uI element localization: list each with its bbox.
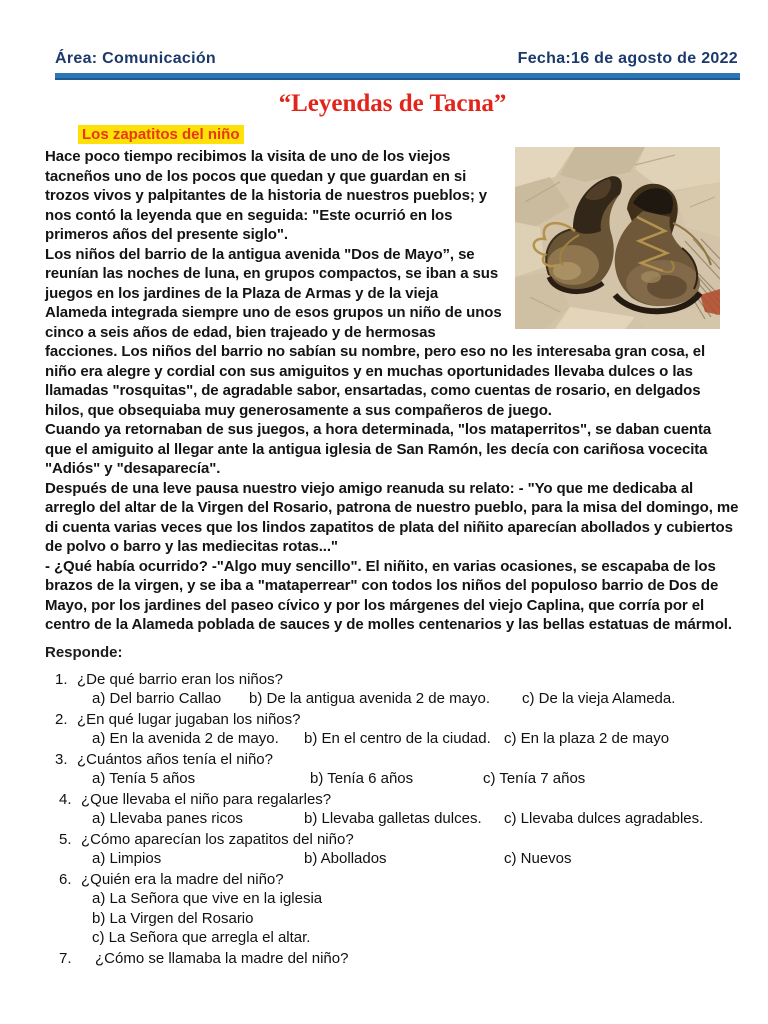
question-number: 6. bbox=[59, 870, 72, 888]
story-paragraph: - ¿Qué había ocurrido? -"Algo muy sencillo". El niñito, en varias ocasiones, se escapaba de los brazos de la virgen, y se iba a "mataperrear" con todos los niños del populoso barrio de Dos de Mayo, por los jardines del paseo cívico y por los márgenes del viejo Caplina, que corría por el centro de la Alameda poblada de sauces y de molles centenarios y las bellas estatuas de mármol. bbox=[45, 557, 732, 633]
story-subtitle: Los zapatitos del niño bbox=[78, 125, 244, 144]
date-label: Fecha:16 de agosto de 2022 bbox=[517, 50, 738, 67]
respond-label: Responde: bbox=[45, 643, 123, 661]
option-b: b) La Virgen del Rosario bbox=[92, 909, 254, 927]
option-c: c) En la plaza 2 de mayo bbox=[504, 730, 670, 747]
question-number: 4. bbox=[59, 790, 72, 808]
story-paragraph: Los niños del barrio de la antigua avenida "Dos de Mayo”, se reunían las noches de luna, en grupos compactos, se iban a sus juegos en los jardines de la Plaza de Armas y de la vieja Alameda integrada siempre uno de esos grupos un niño de unos cinco a seis años de edad, bien trajeado y de hermosas facciones. Los niños del barrio no sabían su nombre, pero eso no les interesaba gran cosa, el niño era alegre y cordial con sus amiguitos y en muchas oportunidades llevaba dulces o las llamadas "rosquitas", de agradable sabor, ensartadas, como cuentas de rosario, en delgados hilos, que obsequiaba muy generosamente a sus compañeros de juego. bbox=[45, 245, 706, 419]
question-options bbox=[45, 689, 740, 709]
question-5 bbox=[45, 830, 740, 869]
shoes-painting-svg bbox=[515, 147, 720, 329]
old-shoes-painting-image bbox=[515, 147, 720, 329]
option-c: c) Tenía 7 años bbox=[483, 770, 586, 787]
option-c: c) De la vieja Alameda. bbox=[522, 690, 676, 707]
question-number: 5. bbox=[59, 830, 72, 848]
question-options bbox=[45, 809, 740, 829]
area-label: Área: Comunicación bbox=[55, 50, 216, 67]
question-options bbox=[45, 729, 740, 749]
question-number: 7. bbox=[59, 949, 72, 967]
option-b: b) De la antigua avenida 2 de mayo. bbox=[249, 690, 490, 707]
story-paragraph: Después de una leve pausa nuestro viejo amigo reanuda su relato: - "Yo que me dedicaba al arreglo del altar de la Virgen del Rosario, patrona de nuestro pueblo, para la misa del domingo, me di cuenta varias veces que los lindos zapatitos de plata del niñito aparecían abollados y cubiertos de polvo o barro y las mediecitas rotas..." bbox=[45, 479, 739, 555]
question-number: 3. bbox=[55, 750, 68, 768]
question-2 bbox=[45, 710, 740, 749]
page-title: “Leyendas de Tacna” bbox=[278, 90, 507, 117]
option-c: c) Nuevos bbox=[504, 850, 572, 867]
story-paragraph: Cuando ya retornaban de sus juegos, a hora determinada, "los mataperritos", se daban cuenta que el amiguito al llegar ante la antigua iglesia de San Ramón, les decía con cariñosa vocecita "Adiós" y "desaparecía". bbox=[45, 421, 712, 477]
question-text: ¿De qué barrio eran los niños? bbox=[77, 670, 283, 688]
question-3 bbox=[45, 750, 740, 789]
story-paragraph: Hace poco tiempo recibimos la visita de uno de los viejos tacneños uno de los pocos que quedan y que guardan en si trozos vivos y palpitantes de la historia de nuestros pueblos; y nos contó la leyenda que en seguida: "Este ocurrió en los primeros años del presente siglo". bbox=[45, 148, 488, 243]
option-a: a) Del barrio Callao bbox=[92, 690, 222, 707]
question-7 bbox=[45, 949, 740, 969]
option-c: c) La Señora que arregla el altar. bbox=[92, 929, 311, 946]
option-a: a) Llevaba panes ricos bbox=[92, 810, 243, 827]
question-text: ¿Cuántos años tenía el niño? bbox=[77, 750, 273, 768]
option-a: a) Tenía 5 años bbox=[92, 770, 196, 787]
question-4 bbox=[45, 790, 740, 829]
option-a: a) Limpios bbox=[92, 850, 162, 867]
question-options bbox=[45, 849, 740, 869]
question-text: ¿En qué lugar jugaban los niños? bbox=[77, 710, 301, 728]
story-text bbox=[45, 147, 740, 635]
question-text: ¿Cómo aparecían los zapatitos del niño? bbox=[81, 830, 354, 848]
question-text: ¿Quién era la madre del niño? bbox=[81, 870, 284, 888]
question-number: 1. bbox=[55, 670, 68, 688]
option-c: c) Llevaba dulces agradables. bbox=[504, 810, 704, 827]
option-b: b) Tenía 6 años bbox=[310, 770, 414, 787]
question-6 bbox=[45, 870, 740, 948]
question-options bbox=[45, 769, 740, 789]
option-b: b) En el centro de la ciudad. bbox=[304, 730, 491, 747]
header-row bbox=[55, 50, 738, 68]
question-text: ¿Cómo se llamaba la madre del niño? bbox=[95, 949, 349, 967]
option-b: b) Abollados bbox=[304, 850, 387, 867]
question-number: 2. bbox=[55, 710, 68, 728]
question-1 bbox=[45, 670, 740, 709]
header-divider bbox=[55, 73, 740, 80]
option-b: b) Llevaba galletas dulces. bbox=[304, 810, 482, 827]
option-a: a) En la avenida 2 de mayo. bbox=[92, 730, 279, 747]
question-options bbox=[45, 889, 740, 948]
subtitle-row bbox=[78, 125, 740, 144]
questions-list bbox=[45, 670, 740, 969]
option-a: a) La Señora que vive en la iglesia bbox=[92, 890, 323, 907]
question-text: ¿Que llevaba el niño para regalarles? bbox=[81, 790, 332, 808]
